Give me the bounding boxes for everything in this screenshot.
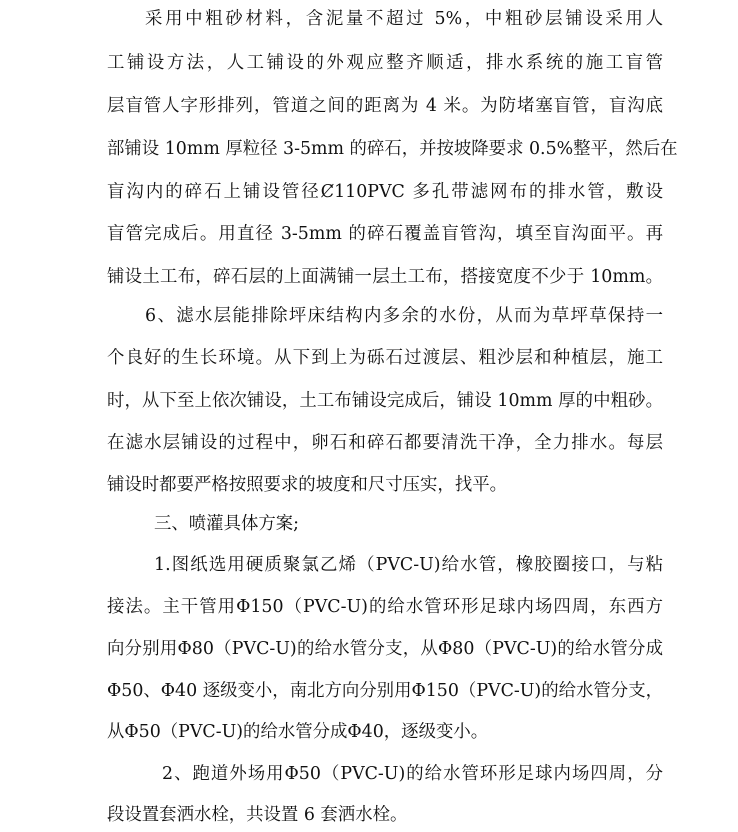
paragraph-1-line-2: 工铺设方法，人工铺设的外观应整齐顺适，排水系统的施工盲管 xyxy=(107,53,663,73)
paragraph-2-line-4: 在滤水层铺设的过程中，卵石和碎石都要清洗干净，全力排水。每层 xyxy=(107,433,663,453)
paragraph-4-line-2: 段设置套洒水栓，共设置 6 套洒水栓。 xyxy=(107,805,408,825)
paragraph-4-line-1: 2、跑道外场用Φ50（PVC-U)的给水管环形足球内场四周，分 xyxy=(162,764,663,784)
paragraph-1-line-4: 部铺设 10mm 厚粒径 3-5mm 的碎石，并按坡降要求 0.5%整平，然后在 xyxy=(107,139,678,159)
paragraph-2-line-5: 铺设时都要严格按照要求的坡度和尺寸压实，找平。 xyxy=(107,475,507,495)
paragraph-2-line-3: 时，从下至上依次铺设，土工布铺设完成后，铺设 10mm 厚的中粗砂。 xyxy=(107,391,663,411)
paragraph-1-line-1: 采用中粗砂材料，含泥量不超过 5%，中粗砂层铺设采用人 xyxy=(145,9,663,29)
paragraph-1-line-3: 层盲管人字形排列，管道之间的距离为 4 米。为防堵塞盲管，盲沟底 xyxy=(107,96,663,116)
paragraph-3-line-4: Φ50、Φ40 逐级变小，南北方向分别用Φ150（PVC-U)的给水管分支， xyxy=(107,681,663,701)
paragraph-3-line-3: 向分别用Φ80（PVC-U)的给水管分支，从Φ80（PVC-U)的给水管分成 xyxy=(107,639,663,659)
paragraph-1-line-7: 铺设土工布，碎石层的上面满铺一层土工布，搭接宽度不少于 10mm。 xyxy=(107,267,663,287)
paragraph-1-line-6: 盲管完成后。用直径 3-5mm 的碎石覆盖盲管沟，填至盲沟面平。再 xyxy=(107,224,663,244)
paragraph-1-line-5: 盲沟内的碎石上铺设管径Ȼ110PVC 多孔带滤网布的排水管，敷设 xyxy=(107,182,663,202)
paragraph-2-line-2: 个良好的生长环境。从下到上为砾石过渡层、粗沙层和种植层，施工 xyxy=(107,348,663,368)
section-heading: 三、喷灌具体方案; xyxy=(154,514,299,534)
paragraph-3-line-1: 1.图纸选用硬质聚氯乙烯（PVC-U)给水管，橡胶圈接口，与粘 xyxy=(154,555,663,575)
paragraph-2-line-1: 6、滤水层能排除坪床结构内多余的水份，从而为草坪草保持一 xyxy=(145,306,663,326)
paragraph-3-line-2: 接法。主干管用Φ150（PVC-U)的给水管环形足球内场四周，东西方 xyxy=(107,597,663,617)
paragraph-3-line-5: 从Φ50（PVC-U)的给水管分成Φ40，逐级变小。 xyxy=(107,722,489,742)
